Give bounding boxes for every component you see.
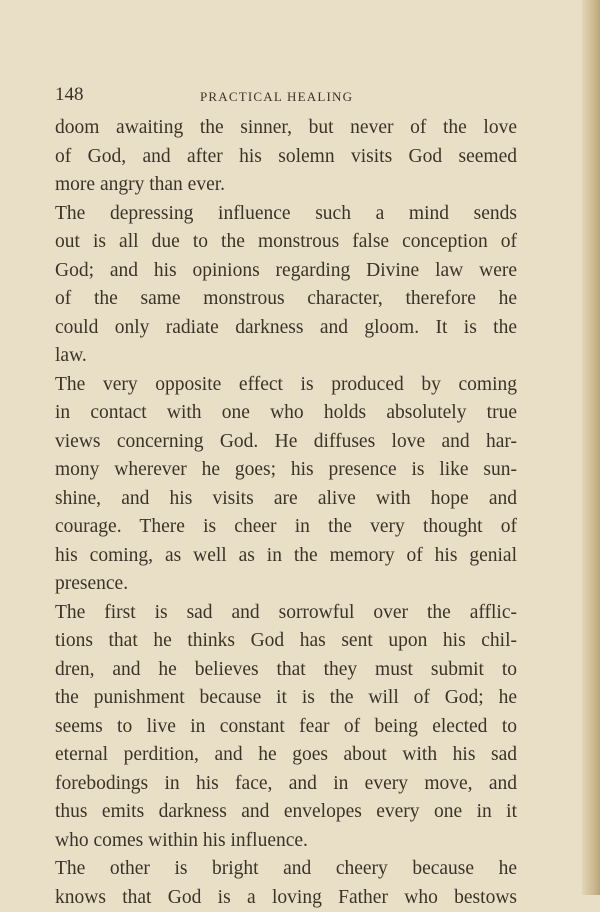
body-text bbox=[55, 114, 517, 912]
text-line: of the same monstrous character, therefore he bbox=[55, 285, 517, 314]
text-line: his coming, as well as in the memory of his genial bbox=[55, 542, 517, 571]
page-edge bbox=[582, 0, 600, 895]
text-line: law. bbox=[55, 342, 517, 371]
text-line: thus emits darkness and envelopes every one in it bbox=[55, 798, 517, 827]
text-line: mony wherever he goes; his presence is like sun- bbox=[55, 456, 517, 485]
text-line: The very opposite effect is produced by coming bbox=[55, 371, 517, 400]
text-line: eternal perdition, and he goes about with his sad bbox=[55, 741, 517, 770]
text-line: The depressing influence such a mind sends bbox=[55, 200, 517, 229]
text-line: more angry than ever. bbox=[55, 171, 517, 200]
text-line: in contact with one who holds absolutely true bbox=[55, 399, 517, 428]
text-line: The first is sad and sorrowful over the afflic- bbox=[55, 599, 517, 628]
text-line: tions that he thinks God has sent upon his chil- bbox=[55, 627, 517, 656]
page-number: 148 bbox=[55, 84, 84, 106]
text-line: God; and his opinions regarding Divine law were bbox=[55, 257, 517, 286]
text-line: of God, and after his solemn visits God seemed bbox=[55, 143, 517, 172]
text-line: dren, and he believes that they must submit to bbox=[55, 656, 517, 685]
running-head: PRACTICAL HEALING bbox=[200, 89, 353, 105]
text-line: presence. bbox=[55, 570, 517, 599]
text-line: seems to live in constant fear of being elected to bbox=[55, 713, 517, 742]
text-line: who comes within his influence. bbox=[55, 827, 517, 856]
text-line: the punishment because it is the will of God; he bbox=[55, 684, 517, 713]
text-line: The other is bright and cheery because he bbox=[55, 855, 517, 884]
page-header bbox=[55, 84, 517, 108]
text-line: out is all due to the monstrous false conception of bbox=[55, 228, 517, 257]
text-line: shine, and his visits are alive with hope and bbox=[55, 485, 517, 514]
text-line: doom awaiting the sinner, but never of the love bbox=[55, 114, 517, 143]
text-line: could only radiate darkness and gloom. It is the bbox=[55, 314, 517, 343]
text-line: courage. There is cheer in the very thought of bbox=[55, 513, 517, 542]
text-line: forebodings in his face, and in every move, and bbox=[55, 770, 517, 799]
text-line: views concerning God. He diffuses love and har- bbox=[55, 428, 517, 457]
text-line: knows that God is a loving Father who bestows bbox=[55, 884, 517, 912]
